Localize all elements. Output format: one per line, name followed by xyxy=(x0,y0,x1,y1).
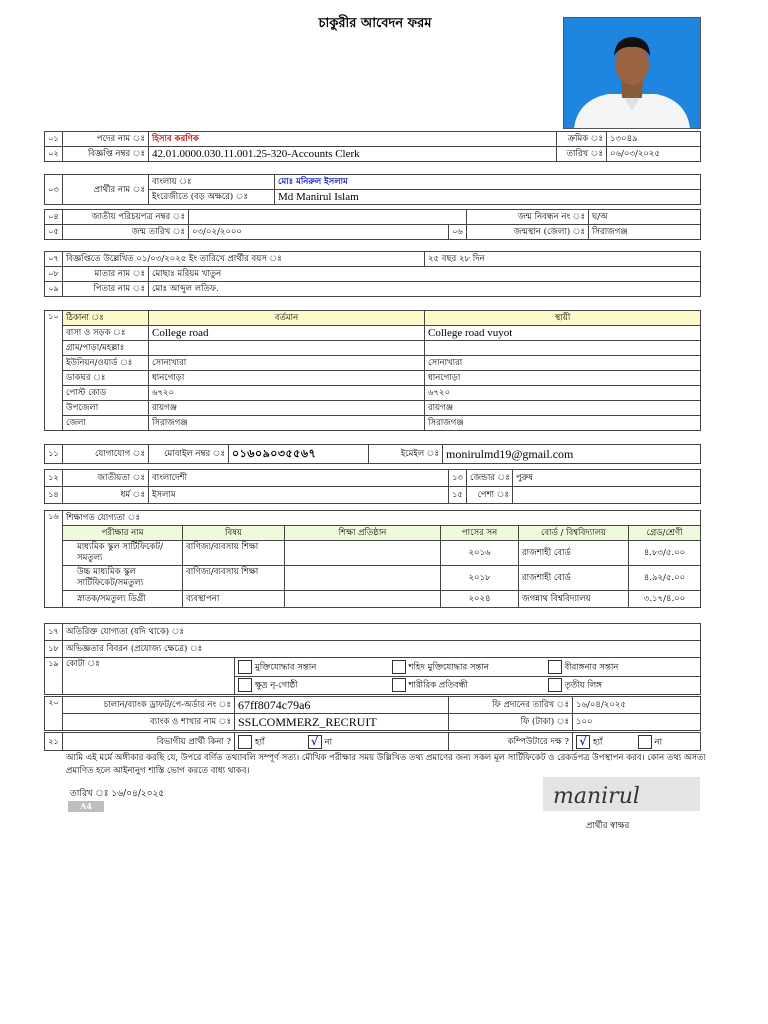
institution xyxy=(285,591,441,608)
board-header: বোর্ড / বিশ্ববিদ্যালয় xyxy=(519,526,629,541)
birth-place-value: সিরাজগঞ্জ xyxy=(589,225,701,240)
grade: ৩.১৭/৪.০০ xyxy=(629,591,701,608)
signature-drawing xyxy=(543,777,700,811)
row-number: ২১ xyxy=(45,733,63,751)
profession-label: পেশা ঃ xyxy=(467,487,513,504)
present-address-value: সোনাখারা xyxy=(149,356,425,371)
row-contact xyxy=(45,445,701,464)
present-address-value xyxy=(149,341,425,356)
computer-skill-label: কম্পিউটারে দক্ষ ? xyxy=(449,733,573,751)
departmental-no-option[interactable]: √ না xyxy=(305,733,449,751)
circular-number-value: 42.01.0000.030.11.001.25-320-Accounts Clerk xyxy=(149,147,557,162)
checkbox[interactable] xyxy=(638,735,652,749)
row-number: ০৪ xyxy=(45,210,63,225)
address-row xyxy=(45,356,701,371)
quota-option[interactable]: মুক্তিযোদ্ধার সন্তান xyxy=(235,658,389,677)
circular-date-label: তারিখ ঃ xyxy=(557,147,607,162)
present-address-value: ৬৭২০ xyxy=(149,386,425,401)
row-number: ১২ xyxy=(45,470,63,487)
departmental-table xyxy=(44,732,701,751)
row-number: ১৮ xyxy=(45,641,63,658)
father-name-label: পিতার নাম ঃ xyxy=(63,282,149,297)
payment-table xyxy=(44,696,701,731)
address-row-label: উপজেলা xyxy=(63,401,149,416)
age-value: ২৫ বছর ২৮ দিন xyxy=(425,252,701,267)
row-number: ১৫ xyxy=(449,487,467,504)
row-number: ১৯ xyxy=(45,658,63,695)
challan-value: 67ff8074c79a6 xyxy=(235,697,449,714)
permanent-address-value xyxy=(425,341,701,356)
quota-option[interactable]: শহিদ মুক্তিযোদ্ধার সন্তান xyxy=(389,658,545,677)
institution xyxy=(285,541,441,566)
mother-name-value: মোছাঃ মরিয়ম খাতুন xyxy=(149,267,701,282)
religion-label: ধর্ম ঃ xyxy=(63,487,149,504)
extra-info-table xyxy=(44,623,701,658)
education-row xyxy=(45,566,701,591)
birth-place-label: জন্মস্থান (জেলা) ঃ xyxy=(467,225,589,240)
name-english-label: ইংরেজীতে (বড় অক্ষরে) ঃ xyxy=(149,190,275,205)
exam-name: মাধ্যমিক স্কুল সার্টিফিকেট/সমতুল্য xyxy=(63,541,183,566)
address-row-label: গ্রাম/পাড়া/মহল্লাঃ xyxy=(63,341,149,356)
checkbox[interactable] xyxy=(238,735,252,749)
gender-value: পুরুষ xyxy=(513,470,701,487)
extra-qualification-label: অতিরিক্ত যোগ্যতা (যদি থাকে) ঃ xyxy=(63,624,701,641)
fee-value: ১০০ xyxy=(573,714,701,731)
permanent-address-header: স্থায়ী xyxy=(425,311,701,326)
pass-year: ২০১৮ xyxy=(441,566,519,591)
exam-name: উচ্চ মাধ্যমিক স্কুল সার্টিফিকেট/সমতুল্য xyxy=(63,566,183,591)
exam-header: পরীক্ষার নাম xyxy=(63,526,183,541)
name-bangla-value: মোঃ মনিরুল ইসলাম xyxy=(275,175,701,190)
row-number: ০৬ xyxy=(449,225,467,240)
birth-date-label: জন্ম তারিখ ঃ xyxy=(63,225,189,240)
row-extra-qualification xyxy=(45,624,701,641)
row-number: ১৭ xyxy=(45,624,63,641)
address-row xyxy=(45,386,701,401)
row-name-bangla xyxy=(45,175,701,190)
present-address-value: ধানগোড়া xyxy=(149,371,425,386)
quota-option[interactable]: তৃতীয় লিঙ্গ xyxy=(545,676,701,695)
personal-info-table xyxy=(44,469,701,504)
applicant-name-label: প্রার্থীর নাম ঃ xyxy=(63,175,149,205)
mobile-label: মোবাইল নম্বর ঃ xyxy=(149,445,229,464)
address-row-label: জেলা xyxy=(63,416,149,431)
post-name-label: পদের নাম ঃ xyxy=(63,132,149,147)
grade: ৪.৯২/৫.০০ xyxy=(629,566,701,591)
row-religion xyxy=(45,487,701,504)
birth-reg-value: ঘ/অ xyxy=(589,210,701,225)
row-number: ০৯ xyxy=(45,282,63,297)
pay-date-label: ফি প্রদানের তারিখ ঃ xyxy=(449,697,573,714)
bank-label: ব্যাংক ও শাখার নাম ঃ xyxy=(63,714,235,731)
education-label: শিক্ষাগত যোগ্যতা ঃ xyxy=(63,511,701,526)
checkbox[interactable] xyxy=(238,678,252,692)
row-number: ১৪ xyxy=(45,487,63,504)
contact-table xyxy=(44,444,701,464)
address-header-row xyxy=(45,311,701,326)
quota-label: কোটা ঃ xyxy=(63,658,235,695)
permanent-address-value: রায়গঞ্জ xyxy=(425,401,701,416)
row-number: ০৫ xyxy=(45,225,63,240)
address-row-label: পোস্ট কোড xyxy=(63,386,149,401)
education-title-row xyxy=(45,511,701,526)
row-father-name xyxy=(45,282,701,297)
subject-header: বিষয় xyxy=(183,526,285,541)
row-number: ১৩ xyxy=(449,470,467,487)
quota-option[interactable]: বীরাঙ্গনার সন্তান xyxy=(545,658,701,677)
nid-label: জাতীয় পরিচয়পত্র নম্বর ঃ xyxy=(63,210,189,225)
birth-date-value: ০৩/০২/২০০০ xyxy=(189,225,449,240)
permanent-address-value: সোনাখারা xyxy=(425,356,701,371)
row-number: ০৭ xyxy=(45,252,63,267)
row-nid xyxy=(45,210,701,225)
row-age xyxy=(45,252,701,267)
profession-value xyxy=(513,487,701,504)
checkbox[interactable] xyxy=(392,660,406,674)
institution-header: শিক্ষা প্রতিষ্ঠান xyxy=(285,526,441,541)
payment-row xyxy=(45,714,701,731)
applicant-name-table xyxy=(44,174,701,205)
quota-table xyxy=(44,657,701,695)
gender-label: জেন্ডার ঃ xyxy=(467,470,513,487)
name-english-value: Md Manirul Islam xyxy=(275,190,701,205)
board: রাজশাহী বোর্ড xyxy=(519,541,629,566)
subject: বাণিজ্য/ব্যবসায় শিক্ষা xyxy=(183,541,285,566)
email-label: ইমেইল ঃ xyxy=(369,445,443,464)
education-header-row xyxy=(45,526,701,541)
institution xyxy=(285,566,441,591)
row-number: ০৩ xyxy=(45,175,63,205)
subject: ব্যবস্থাপনা xyxy=(183,591,285,608)
applicant-photo-image xyxy=(564,18,700,128)
row-post-name xyxy=(45,132,701,147)
pass-year: ২০১৬ xyxy=(441,541,519,566)
exam-name: স্নাতক/সমতুল্য ডিগ্রী xyxy=(63,591,183,608)
mobile-value: ০১৬০৯০৩৫৫৬৭ xyxy=(229,445,369,464)
name-bangla-label: বাংলায় ঃ xyxy=(149,175,275,190)
payment-row xyxy=(45,697,701,714)
bank-value: SSLCOMMERZ_RECRUIT xyxy=(235,714,449,731)
experience-label: অভিজ্ঞতার বিবরন (প্রযোজ্য ক্ষেত্রে) ঃ xyxy=(63,641,701,658)
row-number: ১৬ xyxy=(45,511,63,608)
computer-no-option[interactable]: না xyxy=(635,733,701,751)
identity-table xyxy=(44,209,701,240)
row-number: ০৮ xyxy=(45,267,63,282)
row-number: ১০ xyxy=(45,311,63,431)
quota-row xyxy=(45,658,701,677)
signature-image xyxy=(543,777,700,811)
form-title: চাকুরীর আবেদন ফরম xyxy=(318,16,432,31)
circular-date-value: ০৬/০৩/২০২৫ xyxy=(607,147,701,162)
education-row xyxy=(45,541,701,566)
departmental-label: বিভাগীয় প্রার্থী কিনা ? xyxy=(63,733,235,751)
circular-number-label: বিজ্ঞপ্তি নম্বর ঃ xyxy=(63,147,149,162)
address-label: ঠিকানা ঃ xyxy=(63,311,149,326)
a4-tag: A4 xyxy=(68,801,104,812)
checkbox-checked[interactable]: √ xyxy=(576,735,590,749)
present-address-value: College road xyxy=(149,326,425,341)
row-number: ২০ xyxy=(45,697,63,731)
post-name-value: হিসাব করণিক xyxy=(149,132,557,147)
grade: ৪.৮৩/৫.০০ xyxy=(629,541,701,566)
address-row xyxy=(45,416,701,431)
fee-label: ফি (টাকা) ঃ xyxy=(449,714,573,731)
serial-value: ১৩০৪৯ xyxy=(607,132,701,147)
declaration-text: আমি এই মর্মে অঙ্গীকার করছি যে, উপরে বর্ণিত তথ্যাবলি সম্পূর্ণ সত্য। মৌখিক পরীক্ষার সময় উল্লিখিত তথ্য প্রমাণের জন্য সকল মূল সার্টিফিকেট ও রেকর্ডপত্র উপস্থাপন করব। কোন তথ্য অসত্য প্রমাণিত হলে আইনানুগ শাস্তি ভোগ করতে বাধ্য থাকব। xyxy=(66,753,706,776)
permanent-address-value: College road vuyot xyxy=(425,326,701,341)
subject: বাণিজ্য/ব্যবসায় শিক্ষা xyxy=(183,566,285,591)
svg-text:manirul: manirul xyxy=(553,784,640,809)
board: জগন্নাথ বিশ্ববিদ্যালয় xyxy=(519,591,629,608)
row-number: ০২ xyxy=(45,147,63,162)
permanent-address-value: ধানগোড়া xyxy=(425,371,701,386)
checkbox-checked[interactable]: √ xyxy=(308,735,322,749)
religion-value: ইসলাম xyxy=(149,487,449,504)
signature-label: প্রার্থীর স্বাক্ষর xyxy=(586,821,630,831)
challan-label: চালান/ব্যাংক ড্রাফট/পে-অর্ডার নং ঃ xyxy=(63,697,235,714)
address-row-label: ডাকঘর ঃ xyxy=(63,371,149,386)
row-birth-date xyxy=(45,225,701,240)
nationality-value: বাংলাদেশী xyxy=(149,470,449,487)
nationality-label: জাতীয়তা ঃ xyxy=(63,470,149,487)
mother-name-label: মাতার নাম ঃ xyxy=(63,267,149,282)
email-value: monirulmd19@gmail.com xyxy=(443,445,701,464)
year-header: পাসের সন xyxy=(441,526,519,541)
grade-header: গ্রেড/শ্রেণী xyxy=(629,526,701,541)
address-row xyxy=(45,341,701,356)
address-table xyxy=(44,310,701,431)
address-row-label: ইউনিয়ন/ওয়ার্ড ঃ xyxy=(63,356,149,371)
address-row xyxy=(45,401,701,416)
post-info-table xyxy=(44,131,701,162)
address-row xyxy=(45,371,701,386)
address-row-label: বাসা ও সড়ক ঃ xyxy=(63,326,149,341)
serial-label: ক্রমিক ঃ xyxy=(557,132,607,147)
checkbox[interactable] xyxy=(392,678,406,692)
permanent-address-value: সিরাজগঞ্জ xyxy=(425,416,701,431)
age-label: বিজ্ঞপ্তিতে উল্লেখিত ০১/০৩/২০২৫ ইং তারিখে প্রার্থীর বয়স ঃ xyxy=(63,252,425,267)
board: রাজশাহী বোর্ড xyxy=(519,566,629,591)
present-address-value: সিরাজগঞ্জ xyxy=(149,416,425,431)
present-address-value: রায়গঞ্জ xyxy=(149,401,425,416)
departmental-row xyxy=(45,733,701,751)
row-number: ০১ xyxy=(45,132,63,147)
pay-date-value: ১৬/০৪/২০২৫ xyxy=(573,697,701,714)
footer-date-label: তারিখ ঃ xyxy=(70,789,109,799)
education-table xyxy=(44,510,701,608)
education-row xyxy=(45,591,701,608)
row-mother-name xyxy=(45,267,701,282)
contact-label: যোগাযোগ ঃ xyxy=(63,445,149,464)
permanent-address-value: ৬৭২০ xyxy=(425,386,701,401)
row-experience xyxy=(45,641,701,658)
checkbox[interactable] xyxy=(548,678,562,692)
pass-year: ২০২৪ xyxy=(441,591,519,608)
footer-date xyxy=(70,786,164,801)
applicant-photo xyxy=(563,17,701,129)
father-name-value: মোঃ আব্দুল লতিফ. xyxy=(149,282,701,297)
departmental-yes-option[interactable]: হ্যাঁ xyxy=(235,733,305,751)
checkbox[interactable] xyxy=(238,660,252,674)
row-circular-number xyxy=(45,147,701,162)
nid-value xyxy=(189,210,467,225)
row-number: ১১ xyxy=(45,445,63,464)
quota-option[interactable]: ক্ষুদ্র নৃ-গোষ্ঠী xyxy=(235,676,389,695)
age-parents-table xyxy=(44,251,701,297)
birth-reg-label: জন্ম নিবন্ধন নং ঃ xyxy=(467,210,589,225)
computer-yes-option[interactable]: √ হ্যাঁ xyxy=(573,733,635,751)
row-nationality xyxy=(45,470,701,487)
quota-option[interactable]: শারীরিক প্রতিবন্ধী xyxy=(389,676,545,695)
checkbox[interactable] xyxy=(548,660,562,674)
present-address-header: বর্তমান xyxy=(149,311,425,326)
address-row xyxy=(45,326,701,341)
footer-date-value: ১৬/০৪/২০২৫ xyxy=(111,789,165,799)
